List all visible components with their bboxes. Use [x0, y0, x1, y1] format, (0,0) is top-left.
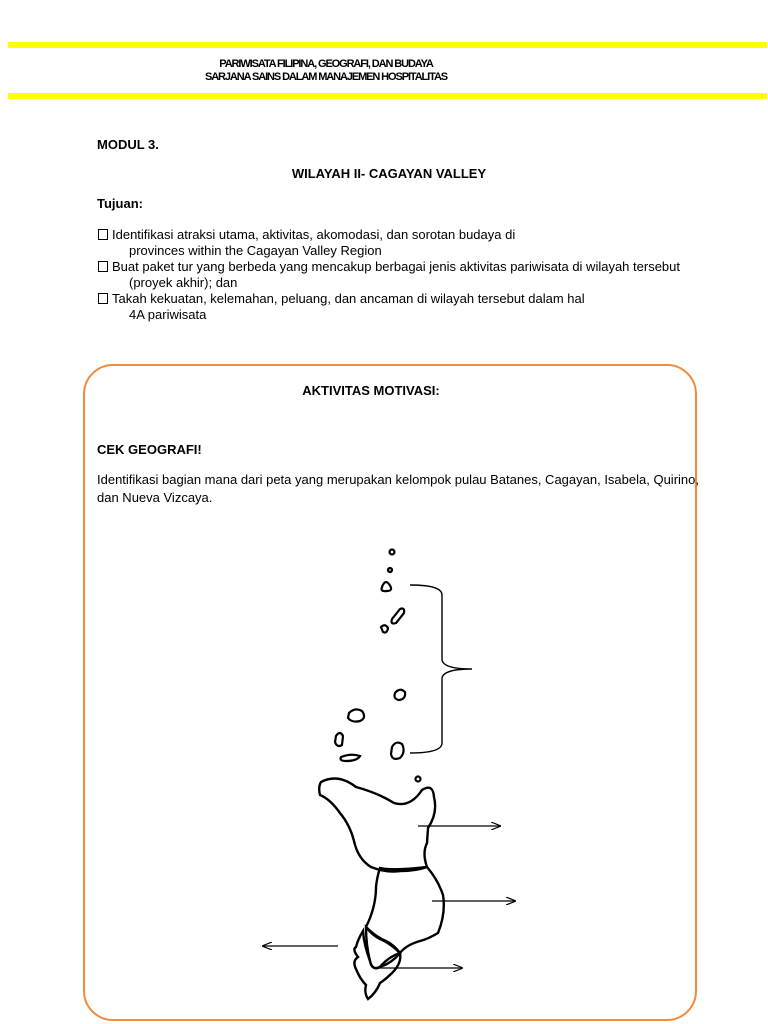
objective-line: Buat paket tur yang berbeda yang mencakup berbagai jenis aktivitas pariwisata di wilayah tersebut: [112, 259, 681, 274]
header-band: [8, 42, 767, 99]
objective-text: [112, 227, 737, 259]
objective-line: (proyek akhir); dan: [129, 275, 238, 290]
objective-line: 4A pariwisata: [129, 307, 207, 322]
objective-text: [112, 259, 737, 291]
activity-title: AKTIVITAS MOTIVASI:: [302, 383, 440, 398]
header-line-2: SARJANA SAINS DALAM MANAJEMEN HOSPITALITAS: [204, 71, 448, 83]
objective-text: [112, 291, 737, 323]
cagayan-province: [319, 778, 435, 871]
batanes-bracket: [410, 585, 472, 753]
cagayan-valley-outline-map-icon: [180, 535, 560, 1010]
objective-item: [97, 259, 737, 291]
bullet-box-icon: [98, 229, 108, 240]
nueva-vizcaya-province: [354, 931, 400, 999]
bullet-box-icon: [98, 261, 108, 272]
objective-line: Identifikasi atraksi utama, aktivitas, akomodasi, dan sorotan budaya di: [112, 227, 516, 242]
activity-instruction: Identifikasi bagian mana dari peta yang merupakan kelompok pulau Batanes, Cagayan, Isabela, Quirino, dan Nueva Vizcaya.: [97, 472, 699, 505]
activity-subtitle: CEK GEOGRAFI!: [97, 442, 202, 457]
objective-line: Takah kekuatan, kelemahan, peluang, dan ancaman di wilayah tersebut dalam hal: [112, 291, 585, 306]
objectives-list: [97, 227, 737, 323]
batanes-islands: [335, 550, 421, 782]
bullet-box-icon: [98, 293, 108, 304]
region-map: [180, 535, 560, 1010]
isabela-province: [366, 867, 444, 953]
objective-item: [97, 227, 737, 259]
objective-line: provinces within the Cagayan Valley Region: [129, 243, 382, 258]
region-title: WILAYAH II- CAGAYAN VALLEY: [291, 166, 487, 181]
header-line-1: PARIWISATA FILIPINA, GEOGRAFI, DAN BUDAYA: [219, 58, 433, 70]
module-label: MODUL 3.: [97, 137, 159, 152]
objective-item: [97, 291, 737, 323]
objectives-label: Tujuan:: [97, 196, 143, 211]
